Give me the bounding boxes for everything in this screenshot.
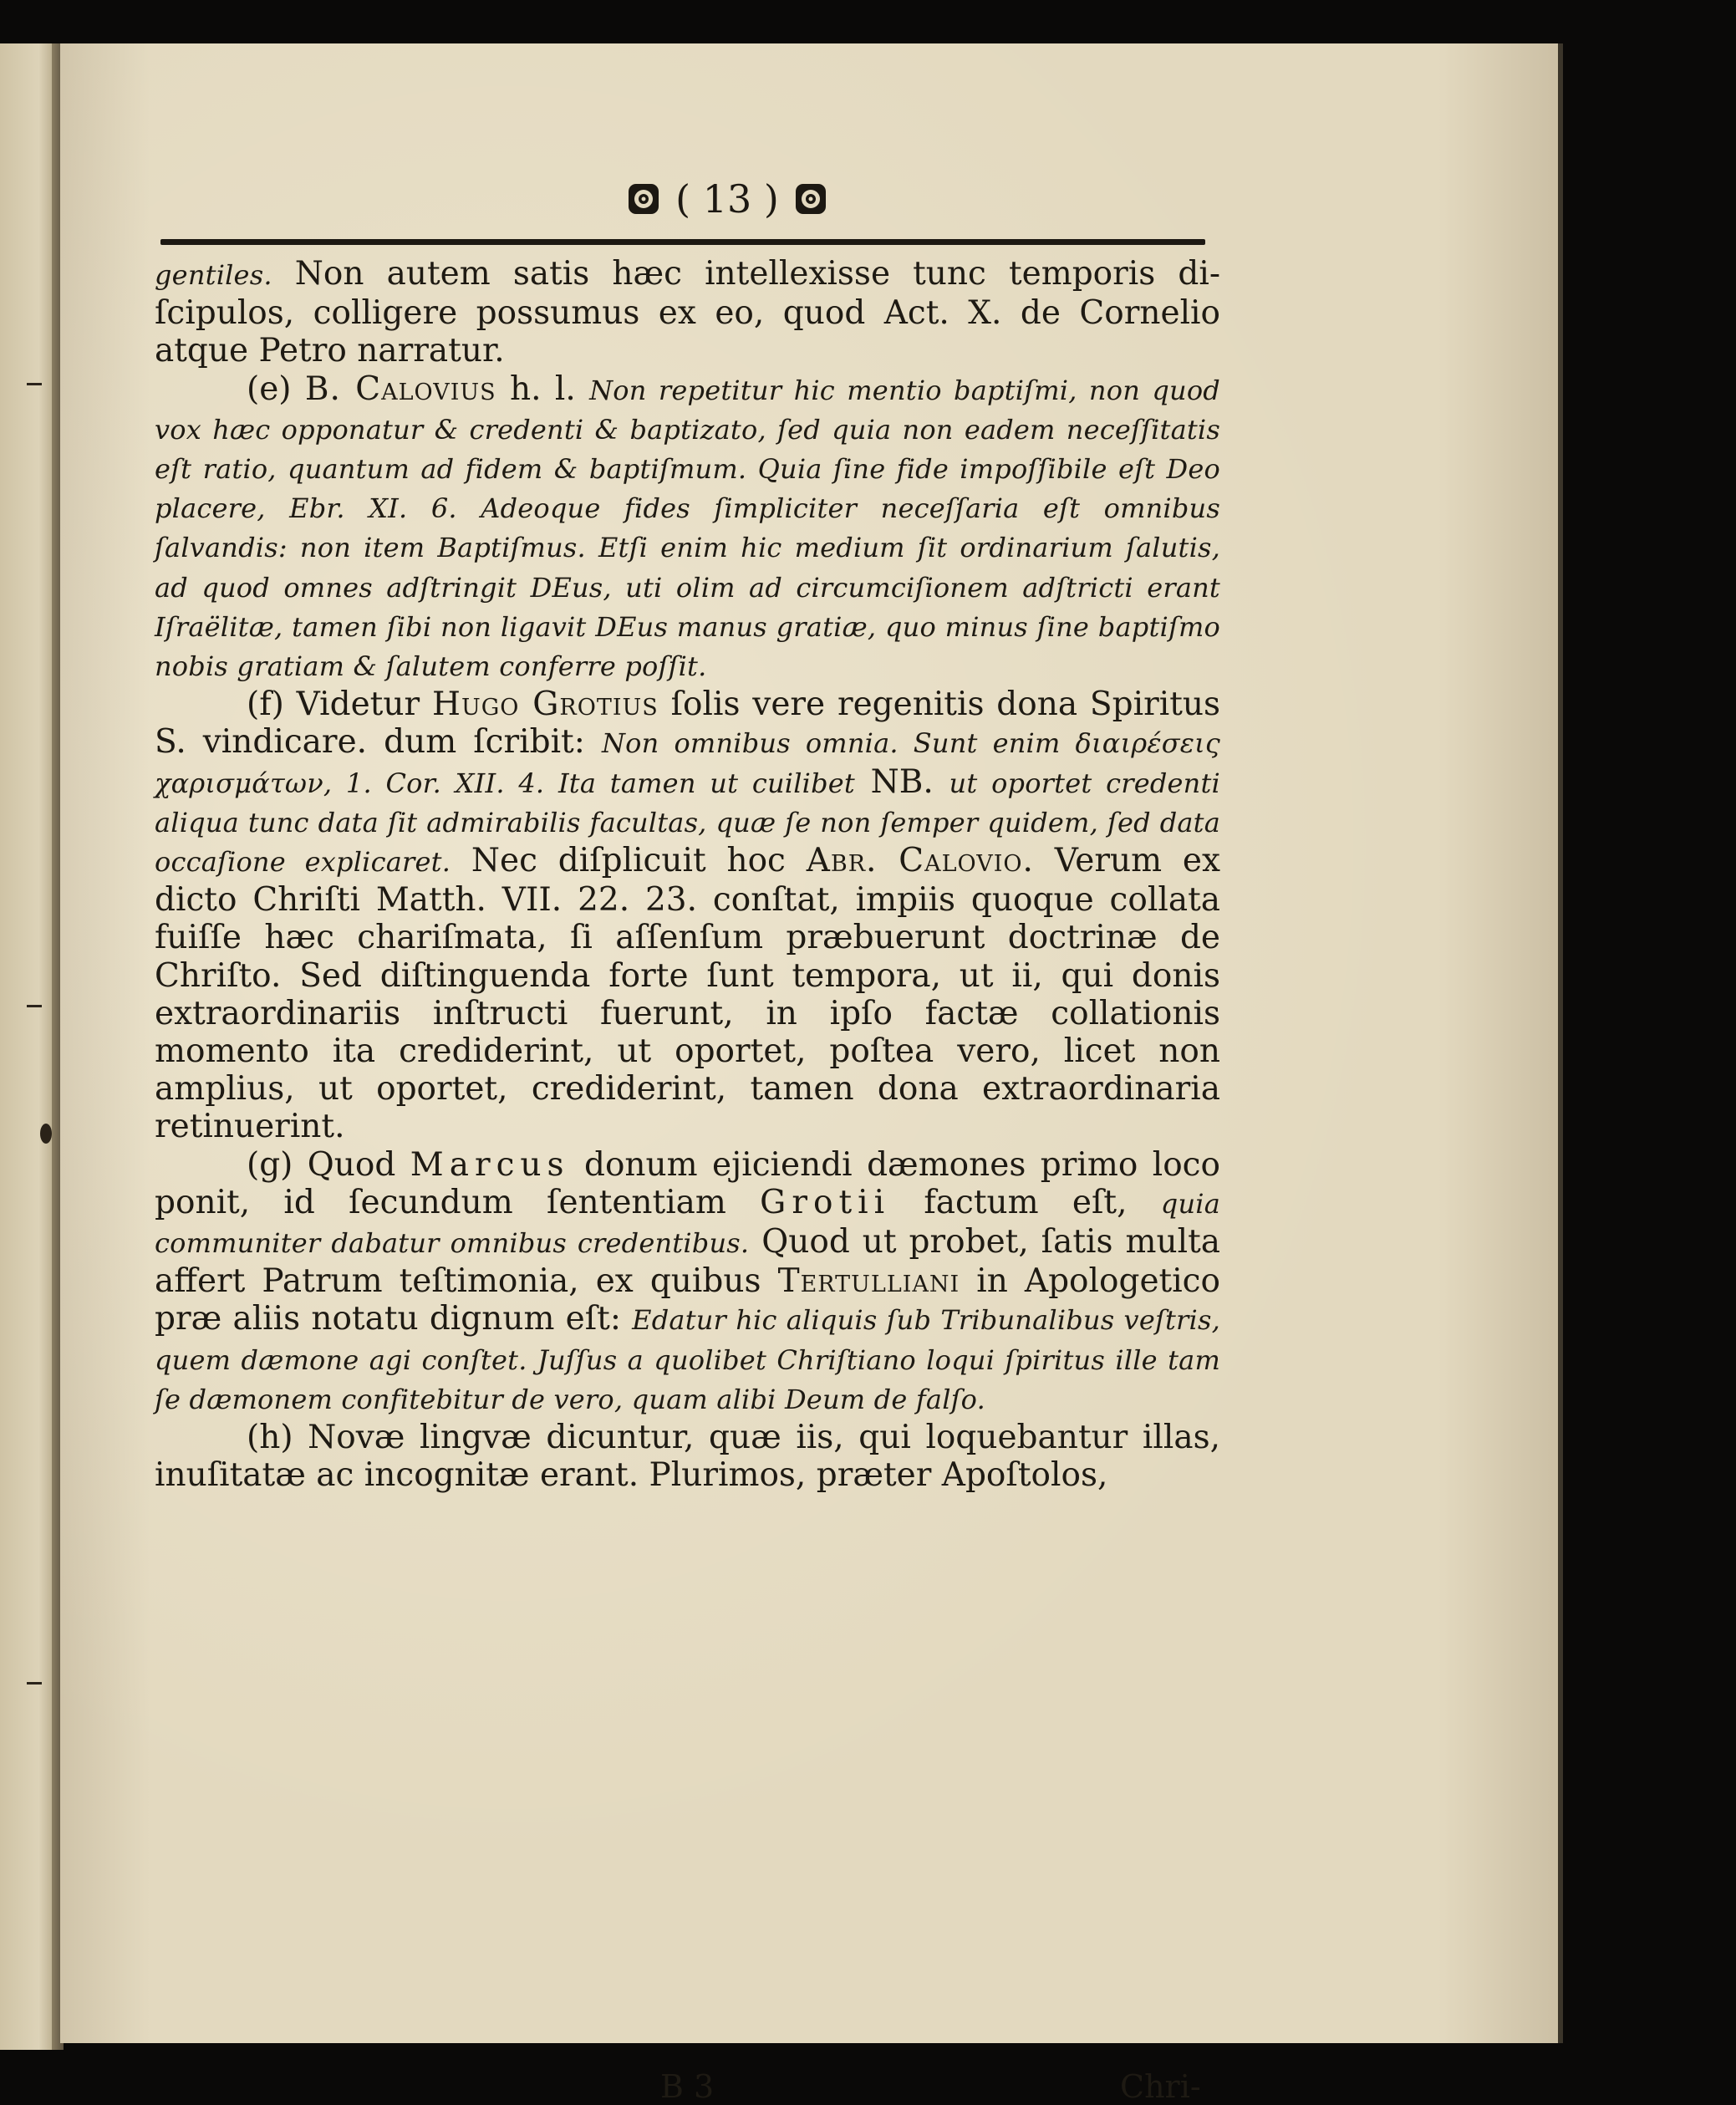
- text-run: Non repetitur hic mentio baptiſmi, non quod vox hæc opponatur & credenti & baptizato, ſed quia non eadem neceſſitatis eſt ratio, quantum ad fidem & baptiſmum. Quia ſine fide impoſſibile eſt Deo placere, Ebr. XI. 6. Adeoque fides ſimpliciter neceſſaria eſt omnibus ſalvandis: non item Baptiſmus. Etſi enim hic medium ſit ordinarium ſalutis, ad quod omnes adſtringit DEus, uti olim ad circumciſionem adſtricti erant Iſraëlitæ, tamen ſibi non ligavit DEus manus gratiæ, quo minus ſine baptiſmo nobis gratiam & ſalutem conferre poſſit.: [155, 374, 1220, 683]
- footnote-h: [155, 1419, 1220, 1494]
- text-run: Verum ex dicto Chriſti Matth. VII. 22. 23. conſtat, impiis quoque collata fuiſſe hæc chariſmata, ſi aſſenſum præbuerunt doctrinæ de Chriſto. Sed diſtinguenda forte ſunt tempora, ut ii, qui donis extraordinariis inſtructi fuerunt, in ipſo factæ collationis momento ita crediderint, ut oportet, poſtea vero, licet non amplius, ut oportet, crediderint, tamen dona extraordinaria retinuerint.: [155, 842, 1220, 1146]
- footnote-g: [155, 1146, 1220, 1419]
- catchword: Chri-: [1120, 2068, 1201, 2105]
- text-run: Non autem satis hæc intellexisse tunc temporis di-ſcipulos, colligere possumus ex eo, quod Act. X. de Cornelio atque Petro narratur.: [155, 255, 1220, 370]
- paragraph: [155, 255, 1220, 370]
- page-body: [155, 255, 1220, 1495]
- text-run: Grotii: [760, 1183, 891, 1221]
- text-run: Marcus: [410, 1145, 570, 1184]
- text-run: NB.: [854, 762, 949, 801]
- text-run: (f) Videtur: [247, 686, 432, 724]
- text-run: quia communiter dabatur omnibus credentibus.: [155, 1187, 1220, 1260]
- rosette-ornament-icon: [627, 182, 660, 216]
- text-run: Hugo Grotius: [431, 686, 659, 724]
- text-run: Quod ut probet, ſatis multa affert Patrum teſtimonia, ex quibus: [155, 1223, 1220, 1301]
- footnote-e: [155, 370, 1220, 686]
- text-run: ſolis vere regenitis dona Spiritus S. vindicare. dum ſcribit:: [155, 686, 1220, 762]
- text-run: Edatur hic aliquis ſub Tribunalibus veſtris, quem dæmone agi conſtet. Juſſus a quolibet Chriſtiano loqui ſpiritus ille tam ſe dæmonem confitebitur de vero, quam alibi Deum de falſo.: [155, 1304, 1220, 1415]
- text-run: B. Calovius: [304, 370, 496, 408]
- page-number: ( 13 ): [675, 176, 779, 222]
- text-run: Non omnibus omnia. Sunt enim διαιρέσεις χαρισμάτων, 1. Cor. XII. 4. Ita tamen ut cuilibet: [155, 727, 1220, 799]
- text-run: (h) Novæ lingvæ dicuntur, quæ iis, qui loquebantur illas, inuſitatæ ac incognitæ erant. Plurimos, præter Apoſtolos,: [155, 1419, 1220, 1495]
- running-head: [535, 174, 919, 224]
- text-run: Tertulliani: [777, 1262, 960, 1301]
- text-run: (g) Quod: [247, 1145, 410, 1184]
- text-run: Nec diſplicuit hoc: [451, 842, 807, 880]
- ink-blot: [40, 1124, 52, 1144]
- text-run: factum eſt,: [890, 1183, 1161, 1221]
- text-run: h. l.: [496, 370, 590, 408]
- text-run: ut oportet credenti aliqua tunc data ſit admirabilis facultas, quæ ſe non ſemper quidem, ſed data occaſione explicaret.: [155, 767, 1220, 879]
- text-run: (e): [247, 370, 305, 408]
- text-run: in Apologetico præ aliis notatu dignum eſt:: [155, 1262, 1220, 1338]
- text-run: Abr. Calovio.: [806, 842, 1034, 880]
- rosette-ornament-icon: [794, 182, 827, 216]
- signature-mark: B 3: [660, 2068, 715, 2105]
- text-run: gentiles.: [155, 259, 272, 291]
- margin-mark: [27, 1682, 42, 1685]
- footnote-f: [155, 686, 1220, 1145]
- text-run: donum ejiciendi dæmones primo loco ponit, id ſecundum ſententiam: [155, 1145, 1221, 1221]
- margin-mark: [27, 1005, 42, 1007]
- facing-page-edge: [0, 43, 55, 2050]
- header-rule: [160, 239, 1205, 245]
- margin-mark: [27, 383, 42, 385]
